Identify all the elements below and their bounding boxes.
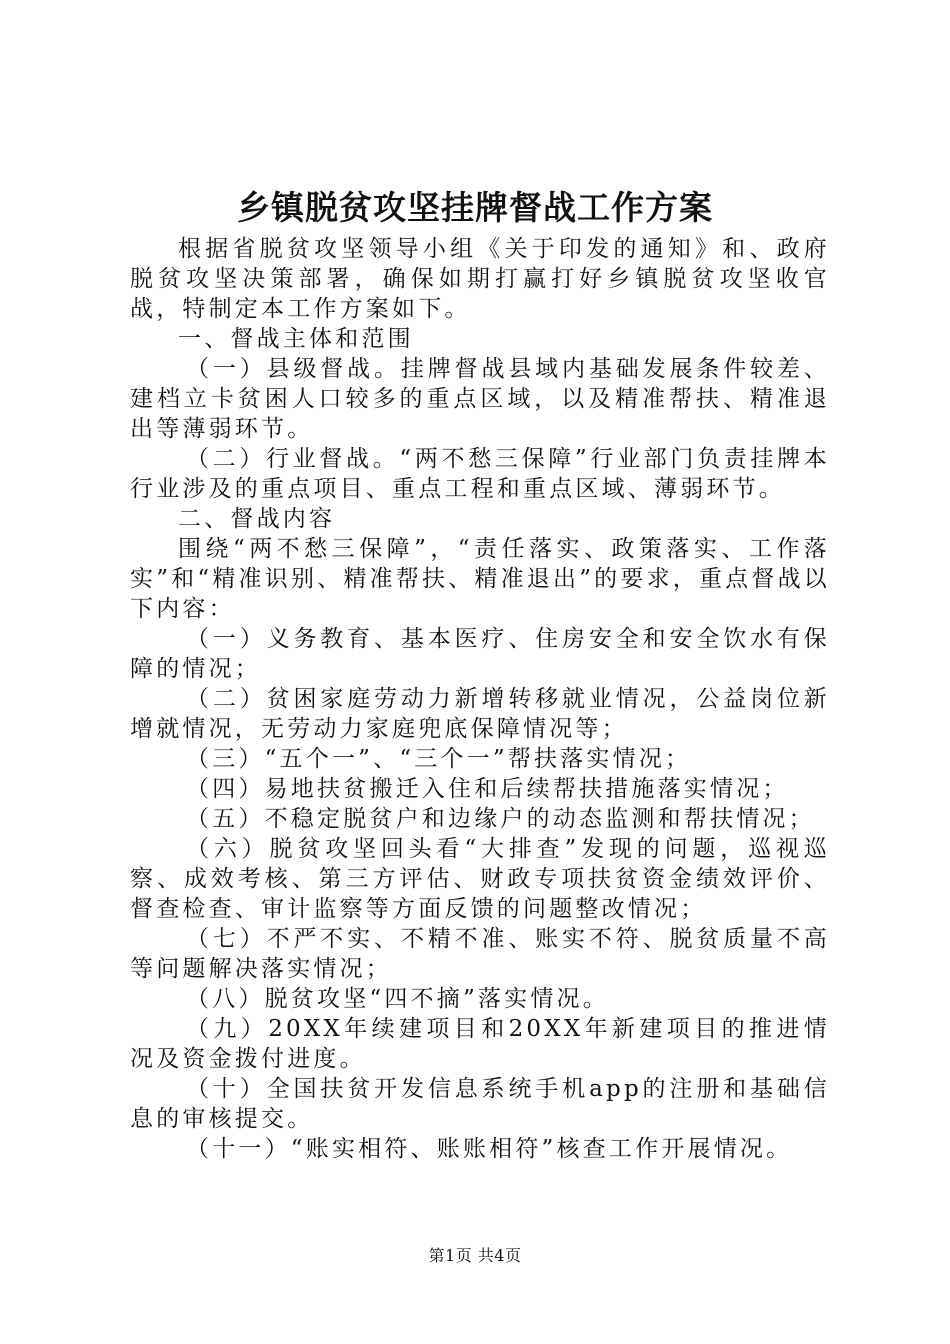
paragraph-item: （二）行业督战。“两不愁三保障”行业部门负责挂牌本行业涉及的重点项目、重点工程和重点区域、薄弱环节。 — [130, 446, 830, 502]
paragraph-intro: 根据省脱贫攻坚领导小组《关于印发的通知》和、政府脱贫攻坚决策部署，确保如期打赢打好乡镇脱贫攻坚收官战，特制定本工作方案如下。 — [130, 236, 830, 322]
paragraph-item: （二）贫困家庭劳动力新增转移就业情况，公益岗位新增就情况，无劳动力家庭兜底保障情况等； — [130, 686, 830, 742]
paragraph-item: （一）义务教育、基本医疗、住房安全和安全饮水有保障的情况； — [130, 626, 830, 682]
paragraph-item: （九）20XX年续建项目和20XX年新建项目的推进情况及资金拨付进度。 — [130, 1016, 830, 1072]
heading-section-1: 一、督战主体和范围 — [178, 326, 414, 352]
paragraph-item: （三）“五个一”、“三个一”帮扶落实情况； — [186, 746, 692, 772]
paragraph-item: （七）不严不实、不精不准、账实不符、脱贫质量不高等问题解决落实情况； — [130, 926, 830, 982]
page-footer: 第1页 共4页 — [428, 1246, 522, 1265]
document-body — [130, 234, 830, 1164]
paragraph-item: （十）全国扶贫开发信息系统手机app的注册和基础信息的审核提交。 — [130, 1076, 830, 1132]
document-title: 乡镇脱贫攻坚挂牌督战工作方案 — [237, 188, 713, 227]
paragraph-item: （五）不稳定脱贫户和边缘户的动态监测和帮扶情况； — [186, 806, 815, 832]
paragraph-item: （八）脱贫攻坚“四不摘”落实情况。 — [186, 986, 609, 1012]
paragraph-item: （十一）“账实相符、账账相符”核查工作开展情况。 — [186, 1136, 793, 1162]
heading-section-2: 二、督战内容 — [178, 506, 336, 532]
paragraph-item: （四）易地扶贫搬迁入住和后续帮扶措施落实情况； — [186, 776, 789, 802]
paragraph-text: 围绕“两不愁三保障”，“责任落实、政策落实、工作落实”和“精准识别、精准帮扶、精准退出”的要求，重点督战以下内容： — [130, 536, 830, 622]
paragraph-item: （六）脱贫攻坚回头看“大排查”发现的问题，巡视巡察、成效考核、第三方评估、财政专项扶贫资金绩效评价、督查检查、审计监察等方面反馈的问题整改情况； — [130, 836, 830, 922]
paragraph-item: （一）县级督战。挂牌督战县域内基础发展条件较差、建档立卡贫困人口较多的重点区域，以及精准帮扶、精准退出等薄弱环节。 — [130, 356, 830, 442]
